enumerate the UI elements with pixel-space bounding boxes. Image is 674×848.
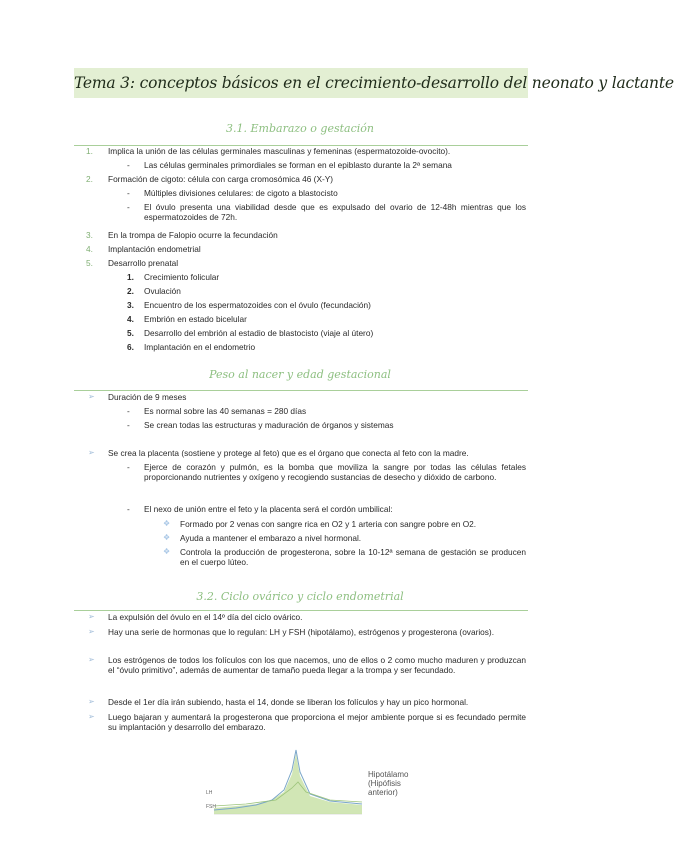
list-item: Luego bajaran y aumentará la progesterona que proporciona el mejor ambiente porque si es fecundado permite su implantación y desarrollo del embarazo. (108, 712, 526, 732)
sub-item: Es normal sobre las 40 semanas = 280 días (144, 406, 307, 416)
dash-bullet: - (127, 420, 130, 430)
arrow-bullet-icon: ➢ (88, 448, 95, 457)
sub-number: 3. (127, 300, 134, 310)
sub-item: Múltiples divisiones celulares: de cigoto a blastocisto (144, 188, 338, 198)
list-item: Se crea la placenta (sostiene y protege al feto) que es el órgano que conecta al feto con la madre. (108, 448, 469, 458)
page-title: Tema 3: conceptos básicos en el crecimiento-desarrollo del neonato y lactante (74, 74, 674, 92)
sub-number: 6. (127, 342, 134, 352)
arrow-bullet-icon: ➢ (88, 712, 95, 721)
prenatal-item: Embrión en estado bicelular (144, 314, 247, 324)
diamond-bullet-icon: ❖ (163, 519, 171, 528)
sub-number: 4. (127, 314, 134, 324)
list-item: Desarrollo prenatal (108, 258, 179, 268)
list-item: Implantación endometrial (108, 244, 201, 254)
cord-item: Formado por 2 venas con sangre rica en O2 y 1 arteria con sangre pobre en O2. (180, 519, 477, 529)
sub-number: 5. (127, 328, 134, 338)
list-number: 2. (86, 174, 93, 184)
list-item: Formación de cigoto: célula con carga cromosómica 46 (X-Y) (108, 174, 334, 184)
prenatal-item: Implantación en el endometrio (144, 342, 256, 352)
list-item: Implica la unión de las células germinales masculinas y femeninas (espermatozoide-ovocito). (108, 146, 451, 156)
cord-item: Controla la producción de progesterona, sobre la 10-12ª semana de gestación se producen en el cuerpo lúteo. (180, 547, 526, 567)
hormone-chart (206, 748, 366, 818)
sub-number: 2. (127, 286, 134, 296)
chart-legend: Hipotálamo (Hipófisis anterior) (368, 770, 409, 797)
list-item: Duración de 9 meses (108, 392, 187, 402)
sub-item: Las células germinales primordiales se forman en el epiblasto durante la 2ª semana (144, 160, 452, 170)
fsh-label: FSH (206, 804, 216, 810)
section-heading-ciclo: 3.2. Ciclo ovárico y ciclo endometrial (196, 590, 404, 603)
divider (74, 390, 528, 391)
sub-item: Ejerce de corazón y pulmón, es la bomba que moviliza la sangre por todas las células fetales proporcionando nutrientes y oxígeno y recogiendo sustancias de desecho y dióxido de carbono. (144, 462, 526, 482)
prenatal-item: Desarrollo del embrión al estadio de blastocisto (viaje al útero) (144, 328, 374, 338)
sub-item: Se crean todas las estructuras y maduración de órganos y sistemas (144, 420, 394, 430)
list-item: La expulsión del óvulo en el 14º día del ciclo ovárico. (108, 612, 303, 622)
list-number: 4. (86, 244, 93, 254)
dash-bullet: - (127, 504, 130, 514)
list-number: 3. (86, 230, 93, 240)
dash-bullet: - (127, 188, 130, 198)
diamond-bullet-icon: ❖ (163, 533, 171, 542)
prenatal-item: Encuentro de los espermatozoides con el óvulo (fecundación) (144, 300, 371, 310)
lh-label: LH (206, 790, 213, 796)
list-number: 1. (86, 146, 93, 156)
cord-item: Ayuda a mantener el embarazo a nivel hormonal. (180, 533, 362, 543)
diamond-bullet-icon: ❖ (163, 547, 171, 556)
sub-item: El óvulo presenta una viabilidad desde que es expulsado del ovario de 12-48h mientras que los espermatozoides de 72h. (144, 202, 526, 222)
dash-bullet: - (127, 462, 130, 472)
arrow-bullet-icon: ➢ (88, 392, 95, 401)
dash-bullet: - (127, 202, 130, 212)
list-item: Los estrógenos de todos los folículos con los que nacemos, uno de ellos o 2 como mucho maduren y produzcan el “óvulo primitivo”, además de aumentar de tamaño pueda llegar a la trompa y ser fecundado. (108, 655, 526, 675)
list-item: Desde el 1er día irán subiendo, hasta el 14, donde se liberan los folículos y hay un pico hormonal. (108, 697, 469, 707)
arrow-bullet-icon: ➢ (88, 697, 95, 706)
dash-bullet: - (127, 160, 130, 170)
arrow-bullet-icon: ➢ (88, 655, 95, 664)
section-heading-peso: Peso al nacer y edad gestacional (209, 368, 391, 381)
dash-bullet: - (127, 406, 130, 416)
prenatal-item: Ovulación (144, 286, 181, 296)
prenatal-item: Crecimiento folicular (144, 272, 220, 282)
list-number: 5. (86, 258, 93, 268)
list-item: Hay una serie de hormonas que lo regulan: LH y FSH (hipotálamo), estrógenos y progesterona (ovarios). (108, 627, 495, 637)
arrow-bullet-icon: ➢ (88, 627, 95, 636)
title-highlight (74, 68, 674, 98)
divider (74, 610, 528, 611)
section-heading-embarazo: 3.1. Embarazo o gestación (226, 122, 374, 135)
sub-number: 1. (127, 272, 134, 282)
arrow-bullet-icon: ➢ (88, 612, 95, 621)
sub-item: El nexo de unión entre el feto y la placenta será el cordón umbilical: (144, 504, 393, 514)
list-item: En la trompa de Falopio ocurre la fecundación (108, 230, 278, 240)
